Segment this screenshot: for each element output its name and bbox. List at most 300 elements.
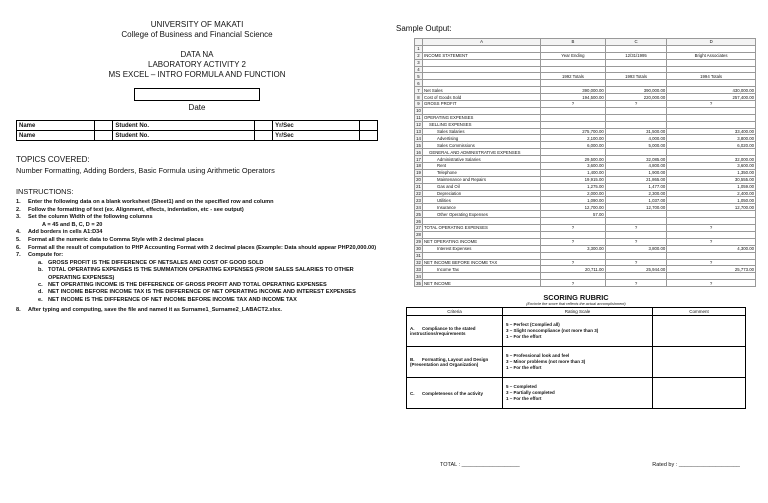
sheet-cell: 1993 Totals: [605, 73, 666, 80]
instruction-item: 8. After typing and computing, save the file and named it as Surname1_Surname2_LABACT2.xlsx.: [16, 307, 282, 314]
sheet-cell: [605, 107, 666, 114]
info-cell: [95, 121, 113, 131]
instruction-item: [16, 252, 378, 260]
sheet-cell: 1,090.00: [541, 197, 606, 204]
row-number: 10: [416, 108, 421, 114]
rubric-scale: [503, 347, 653, 378]
row-number: 24: [416, 204, 421, 210]
sheet-cell: 31,500.00: [605, 128, 666, 135]
sheet-cell: [667, 59, 756, 66]
sheet-cell: SELLING EXPENSES: [423, 121, 541, 128]
sheet-row: [415, 266, 756, 273]
sheet-cell: 30,555.00: [667, 176, 756, 183]
row-number: 31: [416, 253, 421, 259]
compute-letter: d.: [38, 289, 43, 296]
sheet-row: [415, 128, 756, 135]
sheet-row: [415, 142, 756, 149]
compute-item: [38, 267, 378, 282]
sheet-row: [415, 245, 756, 252]
info-cell: Yr/Sec: [273, 131, 360, 141]
row-number: 22: [416, 191, 421, 197]
sheet-cell: ?: [667, 280, 756, 287]
sheet-cell: 1,477.00: [605, 183, 666, 190]
compute-letter: b.: [38, 267, 43, 274]
scale-line: 1 – For the effort: [506, 365, 542, 371]
sheet-cell: [667, 252, 756, 259]
sheet-cell: 6,000.00: [541, 142, 606, 149]
instruction-number: 5.: [16, 236, 21, 243]
sheet-cell: [605, 80, 666, 87]
sheet-cell: [541, 80, 606, 87]
rubric-row: [407, 378, 746, 409]
sheet-cell: GENERAL AND ADMINISTRATIVE EXPENSES: [423, 149, 541, 156]
sheet-cell: [423, 45, 541, 52]
sheet-cell: ?: [605, 259, 666, 266]
scale-line: 3 – Partially completed: [506, 390, 555, 396]
info-cell: [254, 121, 272, 131]
row-number: 2: [415, 52, 423, 59]
compute-letter: a.: [38, 259, 43, 266]
sheet-cell: [667, 149, 756, 156]
row-number: 9: [415, 101, 423, 108]
sheet-cell: [605, 231, 666, 238]
sheet-cell: 21,865.00: [605, 176, 666, 183]
activity-number: LABORATORY ACTIVITY 2: [148, 60, 246, 69]
sheet-row: [415, 80, 756, 87]
sheet-cell: 390,000.00: [541, 87, 606, 94]
row-number: 19: [416, 170, 421, 176]
sheet-row: [415, 183, 756, 190]
sheet-cell: TOTAL OPERATING EXPENSES: [423, 225, 541, 232]
compute-item: [38, 289, 378, 296]
sheet-row: [415, 59, 756, 66]
sheet-cell: [667, 80, 756, 87]
compute-text: NET OPERATING INCOME IS THE DIFFERENCE OF GROSS PROFIT AND TOTAL OPERATING EXPENSES: [48, 281, 327, 288]
compute-item: [38, 260, 378, 267]
sample-output-title: Sample Output:: [396, 24, 452, 33]
sheet-cell: 1992 Totals: [541, 73, 606, 80]
sheet-cell: 6,020.00: [667, 142, 756, 149]
rubric-criteria: [407, 347, 503, 378]
sheet-row: [415, 149, 756, 156]
total-label: TOTAL : ___________________: [440, 462, 520, 468]
instruction-text: Add borders in cells A1:D34: [28, 229, 103, 236]
sheet-cell: 1,900.00: [605, 169, 666, 176]
instruction-number: 6.: [16, 244, 21, 251]
instruction-number: 4.: [16, 229, 21, 236]
instruction-text: Set the column Width of the following columns: [28, 214, 153, 221]
sheet-cell: 32,085.00: [605, 156, 666, 163]
column-header: [415, 39, 423, 46]
scoring-rubric-table: [406, 307, 746, 409]
sheet-cell: ?: [667, 238, 756, 245]
sheet-cell: Advertising: [423, 135, 541, 142]
info-cell: [359, 121, 377, 131]
column-header: C: [605, 39, 666, 46]
sheet-cell: Sales Commissions: [423, 142, 541, 149]
topics-text: Number Formatting, Adding Borders, Basic Formula using Arithmetic Operators: [16, 166, 275, 175]
sheet-cell: 25,773.00: [667, 266, 756, 273]
scale-line: 5 – Perfect (Complied all): [506, 322, 560, 328]
sheet-cell: Telephone: [423, 169, 541, 176]
row-number: 4: [415, 66, 423, 73]
student-info-table: [16, 120, 378, 141]
sheet-cell: [605, 114, 666, 121]
sheet-cell: [423, 80, 541, 87]
sheet-cell: 430,000.00: [667, 87, 756, 94]
info-cell: Student No.: [113, 131, 254, 141]
sheet-cell: [541, 121, 606, 128]
instruction-number: [30, 222, 42, 230]
row-number: 23: [416, 197, 421, 203]
sheet-cell: ?: [605, 238, 666, 245]
compute-item: [38, 282, 378, 289]
sheet-cell: [423, 73, 541, 80]
instruction-item: [16, 199, 378, 207]
sheet-cell: Year Ending: [541, 52, 606, 59]
sheet-cell: [605, 252, 666, 259]
sheet-cell: OPERATING EXPENSES: [423, 114, 541, 121]
row-number: 14: [416, 135, 421, 141]
row-number: 20: [416, 177, 421, 183]
instruction-text: Follow the formatting of text (ex. Alignment, effects, indentation, etc - see output): [28, 206, 244, 213]
criteria-letter: C.: [410, 390, 415, 396]
sheet-cell: 1,350.00: [667, 169, 756, 176]
sheet-row: [415, 121, 756, 128]
sheet-cell: Bright Associates: [667, 52, 756, 59]
sheet-cell: [541, 231, 606, 238]
sheet-cell: NET INCOME BEFORE INCOME TAX: [423, 259, 541, 266]
sheet-cell: [541, 114, 606, 121]
instruction-number: 1.: [16, 199, 21, 205]
sheet-cell: [667, 211, 756, 218]
info-cell: Student No.: [113, 121, 254, 131]
sheet-cell: Other Operating Expenses: [423, 211, 541, 218]
sheet-cell: ?: [667, 101, 756, 108]
sheet-cell: [667, 273, 756, 280]
info-row: [17, 131, 378, 141]
instruction-item: [16, 245, 378, 253]
sheet-row: [415, 252, 756, 259]
rubric-subtitle: (Encircle the score that reflects the actual accomplishment): [526, 302, 626, 307]
sheet-cell: Sales Salaries: [423, 128, 541, 135]
rubric-comment: [653, 316, 746, 347]
sheet-cell: ?: [605, 225, 666, 232]
sheet-row: [415, 94, 756, 101]
row-number: 6: [415, 80, 423, 87]
scale-line: 1 – For the effort: [506, 334, 542, 340]
sheet-cell: 3,800.00: [667, 135, 756, 142]
compute-text: NET INCOME IS THE DIFFERENCE OF NET INCOME BEFORE INCOME TAX AND INCOME TAX: [48, 296, 297, 303]
compute-text: TOTAL OPERATING EXPENSES IS THE SUMMATION OPERATING EXPENSES (FROM SALES SALARIES TO OTHER OPERATING EXPENSES): [48, 267, 354, 281]
sheet-cell: 3,600.00: [541, 163, 606, 170]
sheet-cell: ?: [605, 101, 666, 108]
column-header: B: [541, 39, 606, 46]
criteria-text: Formatting, Layout and Design (Presentation and Organization): [410, 357, 489, 368]
sheet-row: [415, 280, 756, 287]
row-number: 26: [416, 218, 421, 224]
criteria-letter: B.: [410, 357, 415, 363]
sheet-cell: [423, 66, 541, 73]
instruction-item: [16, 207, 378, 215]
sheet-cell: [541, 59, 606, 66]
row-number: 32: [416, 259, 421, 265]
sheet-cell: [423, 252, 541, 259]
sheet-row: [415, 169, 756, 176]
college-name: College of Business and Financial Science: [121, 30, 273, 39]
sheet-cell: 275,700.00: [541, 128, 606, 135]
instruction-number: 7.: [16, 252, 21, 259]
sheet-cell: 194,500.00: [541, 94, 606, 101]
date-label: Date: [188, 103, 206, 112]
sheet-cell: [667, 45, 756, 52]
sheet-cell: [541, 66, 606, 73]
sheet-cell: Utilities: [423, 197, 541, 204]
row-number: 17: [416, 156, 421, 162]
sheet-row: [415, 211, 756, 218]
topics-title: TOPICS COVERED:: [16, 155, 90, 164]
sheet-cell: [667, 218, 756, 225]
sheet-cell: 12,700.00: [667, 204, 756, 211]
instruction-item: [16, 237, 378, 245]
instruction-item: [16, 229, 378, 237]
sheet-cell: Cost of Goods Sold: [423, 94, 541, 101]
row-number: 21: [416, 184, 421, 190]
sheet-cell: 20,711.00: [541, 266, 606, 273]
criteria-text: Completeness of the activity: [422, 390, 484, 396]
university-name: UNIVERSITY OF MAKATI: [150, 20, 244, 29]
sheet-cell: [423, 231, 541, 238]
sheet-cell: 1,037.00: [605, 197, 666, 204]
rubric-comment: [653, 347, 746, 378]
sheet-cell: 2,000.00: [541, 190, 606, 197]
rubric-header: Rating Scale: [503, 308, 653, 316]
sheet-cell: 32,000.00: [667, 156, 756, 163]
row-number: 12: [416, 122, 421, 128]
sheet-cell: 257,400.00: [667, 94, 756, 101]
sheet-cell: 1,050.00: [667, 197, 756, 204]
sheet-cell: ?: [541, 259, 606, 266]
sheet-row: [415, 52, 756, 59]
rubric-scale: [503, 316, 653, 347]
activity-sheet: [16, 20, 378, 315]
sheet-cell: 3,800.00: [605, 245, 666, 252]
sheet-cell: [605, 121, 666, 128]
sheet-row: [415, 225, 756, 232]
row-number: 30: [416, 246, 421, 252]
sheet-cell: 2,100.00: [541, 135, 606, 142]
sheet-cell: ?: [541, 280, 606, 287]
sheet-row: [415, 135, 756, 142]
sheet-row: [415, 87, 756, 94]
rubric-row: [407, 316, 746, 347]
sheet-cell: 2,400.00: [667, 190, 756, 197]
sheet-row: [415, 45, 756, 52]
scale-line: 5 – Completed: [506, 384, 537, 390]
sheet-row: [415, 156, 756, 163]
sheet-row: [415, 163, 756, 170]
scale-line: 3 – Slight noncompliance (not more than 3): [506, 328, 599, 334]
sheet-cell: Net Sales: [423, 87, 541, 94]
sheet-cell: GROSS PROFIT: [423, 101, 541, 108]
sheet-cell: 1,275.00: [541, 183, 606, 190]
sheet-cell: ?: [541, 225, 606, 232]
instruction-text: Format all the numeric data to Comma Style with 2 decimal places: [28, 236, 204, 243]
criteria-text: Compliance to the stated instructions/requirements: [410, 326, 476, 337]
rubric-header: Comment: [653, 308, 746, 316]
sheet-cell: 220,000.00: [605, 94, 666, 101]
row-number: 13: [416, 129, 421, 135]
instruction-text: Format all the result of computation to PHP Accounting Format with 2 decimal places (Example: Data should appear PHP20,000.00): [28, 244, 377, 251]
instructions-final: [16, 307, 378, 315]
sheet-cell: [423, 107, 541, 114]
sheet-cell: [541, 149, 606, 156]
date-box: [134, 88, 260, 101]
sheet-cell: ?: [605, 280, 666, 287]
rubric-header: Criteria: [407, 308, 503, 316]
sheet-cell: Gas and Oil: [423, 183, 541, 190]
sheet-cell: Rent: [423, 163, 541, 170]
sheet-cell: [541, 218, 606, 225]
sheet-cell: 3,600.00: [667, 163, 756, 170]
scale-line: 1 – For the effort: [506, 396, 542, 402]
sheet-cell: [667, 231, 756, 238]
rubric-footer: [440, 462, 740, 468]
sheet-row: [415, 197, 756, 204]
column-header: D: [667, 39, 756, 46]
instruction-text: Enter the following data on a blank worksheet (Sheet1) and on the specified row and column: [28, 199, 274, 205]
sheet-cell: 2,300.00: [605, 190, 666, 197]
instructions-list: [16, 199, 378, 260]
sheet-cell: [605, 66, 666, 73]
sheet-cell: 12,700.00: [605, 204, 666, 211]
sheet-cell: 33,400.00: [667, 128, 756, 135]
instruction-item: [16, 222, 378, 230]
sheet-cell: Depreciation: [423, 190, 541, 197]
compute-text: GROSS PROFIT IS THE DIFFERENCE OF NETSALES AND COST OF GOOD SOLD: [48, 259, 264, 266]
sheet-cell: 5,000.00: [605, 142, 666, 149]
row-number: 18: [416, 163, 421, 169]
rubric-criteria: [407, 316, 503, 347]
sheet-cell: 1,400.00: [541, 169, 606, 176]
compute-item: [38, 297, 378, 304]
instructions-title: INSTRUCTIONS:: [16, 187, 74, 196]
column-header: A: [423, 39, 541, 46]
row-number: 29: [416, 239, 421, 245]
sheet-cell: [667, 107, 756, 114]
sheet-cell: NET INCOME: [423, 280, 541, 287]
sheet-cell: 19,915.00: [541, 176, 606, 183]
sheet-cell: [541, 107, 606, 114]
instruction-item: [16, 214, 378, 222]
activity-title: MS EXCEL – INTRO FORMULA AND FUNCTION: [108, 70, 286, 79]
sheet-cell: 390,000.00: [605, 87, 666, 94]
compute-text: NET INCOME BEFORE INCOME TAX IS THE DIFFERENCE OF NET OPERATING INCOME AND INTEREST EXPENSES: [48, 289, 356, 296]
sheet-cell: [605, 211, 666, 218]
sheet-cell: NET OPERATING INCOME: [423, 238, 541, 245]
sheet-cell: [605, 273, 666, 280]
rubric-title: SCORING RUBRIC: [543, 293, 609, 303]
sheet-cell: 29,500.00: [541, 156, 606, 163]
row-number: 25: [416, 211, 421, 217]
sheet-cell: ?: [667, 225, 756, 232]
compute-list: [16, 260, 378, 304]
row-number: 7: [415, 87, 423, 94]
rubric-row: [407, 347, 746, 378]
row-number: 1: [415, 45, 423, 52]
row-number: 5: [415, 73, 423, 80]
instruction-number: 3.: [16, 214, 21, 221]
sample-spreadsheet: [414, 38, 756, 287]
sheet-cell: [423, 218, 541, 225]
compute-letter: c.: [38, 281, 43, 288]
sheet-cell: [667, 66, 756, 73]
info-cell: [359, 131, 377, 141]
info-row: [17, 121, 378, 131]
instruction-text: Compute for:: [28, 252, 64, 259]
sheet-cell: ?: [541, 101, 606, 108]
sheet-cell: 4,000.00: [605, 135, 666, 142]
sheet-cell: 3,300.00: [541, 245, 606, 252]
sheet-cell: [541, 252, 606, 259]
row-number: 35: [416, 280, 421, 286]
scale-line: 3 – Minor problems (not more than 3): [506, 359, 586, 365]
sheet-cell: [605, 59, 666, 66]
rubric-criteria: [407, 378, 503, 409]
row-number: 27: [416, 225, 421, 231]
sheet-cell: Administrative Salaries: [423, 156, 541, 163]
sheet-cell: 12,700.00: [541, 204, 606, 211]
row-number: 33: [416, 266, 421, 272]
rubric-scale: [503, 378, 653, 409]
row-number: 11: [416, 115, 421, 121]
sheet-cell: Maintenance and Repairs: [423, 176, 541, 183]
sheet-cell: [423, 273, 541, 280]
sheet-cell: INCOME STATEMENT: [423, 52, 541, 59]
criteria-letter: A.: [410, 326, 415, 332]
sheet-row: [415, 101, 756, 108]
scale-line: 5 – Professional look and feel: [506, 353, 570, 359]
sheet-cell: 1994 Totals: [667, 73, 756, 80]
sheet-row: [415, 204, 756, 211]
sheet-cell: [605, 218, 666, 225]
sheet-cell: [423, 59, 541, 66]
info-cell: [254, 131, 272, 141]
sheet-cell: [541, 273, 606, 280]
row-number: 15: [416, 142, 421, 148]
sheet-cell: [667, 114, 756, 121]
sheet-row: [415, 176, 756, 183]
info-cell: Name: [17, 131, 95, 141]
sheet-row: [415, 190, 756, 197]
instruction-number: 2.: [16, 206, 21, 213]
sheet-row: [415, 231, 756, 238]
sheet-row: [415, 107, 756, 114]
course-name: DATA NA: [180, 50, 214, 59]
sheet-cell: Income Tax: [423, 266, 541, 273]
row-number: 3: [415, 59, 423, 66]
sheet-cell: ?: [667, 259, 756, 266]
sheet-cell: Interest Expenses: [423, 245, 541, 252]
sheet-cell: [605, 45, 666, 52]
info-cell: [95, 131, 113, 141]
rated-by-label: Rated by : ____________________: [652, 462, 740, 468]
sheet-row: [415, 114, 756, 121]
sample-output-section: [396, 24, 756, 409]
row-number: 8: [415, 94, 423, 101]
sheet-cell: 57.00: [541, 211, 606, 218]
sheet-row: [415, 66, 756, 73]
